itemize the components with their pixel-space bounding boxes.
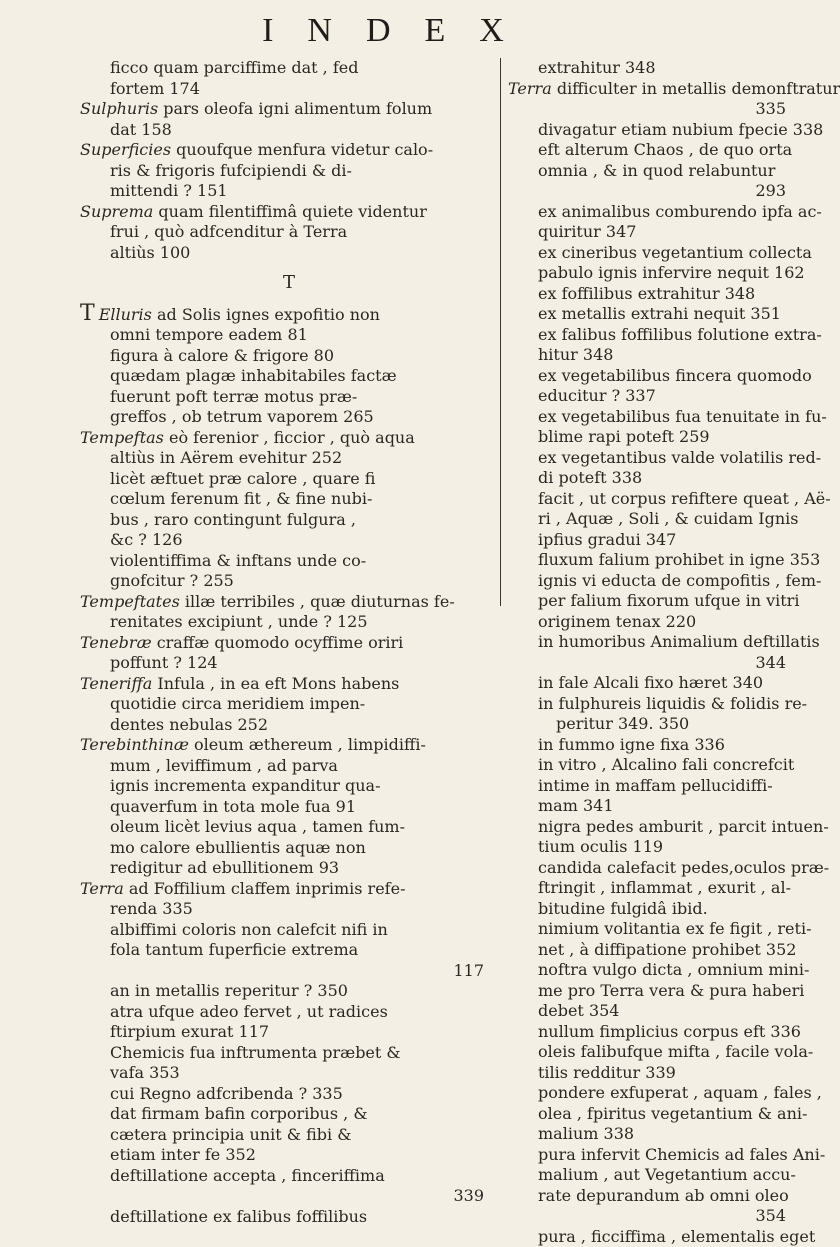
index-line: ris & frigoris fufcipiendi & di- (80, 161, 498, 182)
index-line: gnofcitur ? 255 (80, 571, 498, 592)
column-divider (500, 58, 501, 606)
index-line: candida calefacit pedes,oculos præ- (508, 858, 800, 879)
index-line: di poteft 338 (508, 468, 800, 489)
index-line: dat firmam bafin corporibus , & (80, 1104, 498, 1125)
page-ref: 354 (508, 1206, 800, 1227)
entry-keyword: Tempeftas (80, 428, 164, 447)
entry-keyword: Tenebræ (80, 633, 152, 652)
index-line: quædam plagæ inhabitabiles factæ (80, 366, 498, 387)
index-line: Tempeftates illæ terribiles , quæ diuturnas fe- (80, 592, 498, 613)
index-line: ex vegetantibus valde volatilis red- (508, 448, 800, 469)
index-line: nullum fimplicius corpus eft 336 (508, 1022, 800, 1043)
index-line: ipfius gradui 347 (508, 530, 800, 551)
index-line: divagatur etiam nubium fpecie 338 (508, 120, 800, 141)
right-column (508, 58, 800, 1140)
index-line: greffos , ob tetrum vaporem 265 (80, 407, 498, 428)
index-line: ri , Aquæ , Soli , & cuidam Ignis (508, 509, 800, 530)
index-line: deftillatione ex falibus foffilibus (80, 1207, 498, 1228)
index-line: Sulphuris pars oleofa igni alimentum folum (80, 99, 498, 120)
index-line: redigitur ad ebullitionem 93 (80, 858, 498, 879)
index-line: ex falibus foffilibus folutione extra- (508, 325, 800, 346)
index-line: net , à diffipatione prohibet 352 (508, 940, 800, 961)
index-line: violentiffima & inftans unde co- (80, 551, 498, 572)
index-line: Terebinthinæ oleum æthereum , limpidiffi- (80, 735, 498, 756)
index-line: extrahitur 348 (508, 58, 800, 79)
index-line: Tempeftas eò ferenior , ficcior , quò aqua (80, 428, 498, 449)
index-line: fluxum falium prohibet in igne 353 (508, 550, 800, 571)
index-line: altiùs in Aërem evehitur 252 (80, 448, 498, 469)
page-ref: 339 (80, 1186, 498, 1207)
entry-keyword: Sulphuris (80, 99, 158, 118)
page-ref: 335 (508, 99, 800, 120)
index-line: an in metallis reperitur ? 350 (80, 981, 498, 1002)
index-line: figura à calore & frigore 80 (80, 346, 498, 367)
index-line: Terra ad Foffilium claffem inprimis refe- (80, 879, 498, 900)
index-line: quotidie circa meridiem impen- (80, 694, 498, 715)
index-line: vafa 353 (80, 1063, 498, 1084)
index-line: ftringit , inflammat , exurit , al- (508, 878, 800, 899)
page-ref: 293 (508, 181, 800, 202)
index-line: mam 341 (508, 796, 800, 817)
index-line: mittendi ? 151 (80, 181, 498, 202)
index-line: peritur 349. 350 (508, 714, 800, 735)
page-ref: 344 (508, 653, 800, 674)
index-line: nigra pedes amburit , parcit intuen- (508, 817, 800, 838)
index-line: licèt æftuet præ calore , quare fi (80, 469, 498, 490)
entry-keyword: Suprema (80, 202, 153, 221)
index-line: nimium volitantia ex fe figit , reti- (508, 919, 800, 940)
index-line: originem tenax 220 (508, 612, 800, 633)
page-ref: 117 (80, 961, 498, 982)
entry-keyword: Teneriffa (80, 674, 152, 693)
entry-keyword: Superficies (80, 140, 171, 159)
index-line: tilis redditur 339 (508, 1063, 800, 1084)
index-line: eft alterum Chaos , de quo orta (508, 140, 800, 161)
index-line: fuerunt poft terræ motus præ- (80, 387, 498, 408)
index-line: me pro Terra vera & pura haberi (508, 981, 800, 1002)
index-line: cœlum ferenum fit , & fine nubi- (80, 489, 498, 510)
index-line: rate depurandum ab omni oleo (508, 1186, 800, 1207)
index-line: oleum licèt levius aqua , tamen fum- (80, 817, 498, 838)
index-line: dat 158 (80, 120, 498, 141)
index-line: hitur 348 (508, 345, 800, 366)
drop-cap: T (80, 301, 95, 326)
index-line: omni tempore eadem 81 (80, 325, 498, 346)
index-line: in fummo igne fixa 336 (508, 735, 800, 756)
index-line: Tenebræ craffæ quomodo ocyffime oriri (80, 633, 498, 654)
section-letter: T (80, 273, 498, 294)
left-column (80, 58, 498, 1140)
index-line: mum , leviffimum , ad parva (80, 756, 498, 777)
entry-keyword: Terebinthinæ (80, 735, 189, 754)
index-line: pondere exfuperat , aquam , fales , (508, 1083, 800, 1104)
index-line: frui , quò adfcenditur à Terra (80, 222, 498, 243)
index-line: dentes nebulas 252 (80, 715, 498, 736)
index-line: noftra vulgo dicta , omnium mini- (508, 960, 800, 981)
index-line: cui Regno adfcribenda ? 335 (80, 1084, 498, 1105)
index-line: ftirpium exurat 117 (80, 1022, 498, 1043)
index-line: debet 354 (508, 1001, 800, 1022)
index-line: malium , aut Vegetantium accu- (508, 1165, 800, 1186)
index-line: T Elluris ad Solis ignes expofitio non (80, 304, 498, 326)
entry-keyword: Terra (80, 879, 124, 898)
index-line: &c ? 126 (80, 530, 498, 551)
index-line: ex animalibus comburendo ipfa ac- (508, 202, 800, 223)
index-line: quiritur 347 (508, 222, 800, 243)
index-line: blime rapi poteft 259 (508, 427, 800, 448)
index-line: oleis falibufque mifta , facile vola- (508, 1042, 800, 1063)
index-line: in humoribus Animalium deftillatis (508, 632, 800, 653)
index-line: bitudine fulgidâ ibid. (508, 899, 800, 920)
index-line: ex metallis extrahi nequit 351 (508, 304, 800, 325)
index-line: albiffimi coloris non calefcit nifi in (80, 920, 498, 941)
index-line: bus , raro contingunt fulgura , (80, 510, 498, 531)
index-line: renitates excipiunt , unde ? 125 (80, 612, 498, 633)
index-line: Suprema quam filentiffimâ quiete videntur (80, 202, 498, 223)
index-line: etiam inter fe 352 (80, 1145, 498, 1166)
index-line: ficco quam parciffime dat , fed (80, 58, 498, 79)
index-line: in fulphureis liquidis & folidis re- (508, 694, 800, 715)
index-line: in fale Alcali fixo hæret 340 (508, 673, 800, 694)
index-line: deftillatione accepta , finceriffima (80, 1166, 498, 1187)
index-line: intime in maffam pellucidiffi- (508, 776, 800, 797)
entry-keyword: Elluris (99, 305, 152, 324)
index-line: fortem 174 (80, 79, 498, 100)
index-line: poffunt ? 124 (80, 653, 498, 674)
index-line: per falium fixorum ufque in vitri (508, 591, 800, 612)
index-line: malium 338 (508, 1124, 800, 1145)
index-line: Terra difficulter in metallis demonftratur (508, 79, 800, 100)
index-line: quaverfum in tota mole fua 91 (80, 797, 498, 818)
index-line: mo calore ebullientis aquæ non (80, 838, 498, 859)
index-line: facit , ut corpus refiftere queat , Aë- (508, 489, 800, 510)
index-line: Chemicis fua inftrumenta præbet & (80, 1043, 498, 1064)
index-line: altiùs 100 (80, 243, 498, 264)
index-line: in vitro , Alcalino fali concrefcit (508, 755, 800, 776)
index-line: ex vegetabilibus fincera quomodo (508, 366, 800, 387)
index-line: Teneriffa Infula , in ea eft Mons habens (80, 674, 498, 695)
index-line: olea , fpiritus vegetantium & ani- (508, 1104, 800, 1125)
index-line: ex foffilibus extrahitur 348 (508, 284, 800, 305)
index-line: pabulo ignis infervire nequit 162 (508, 263, 800, 284)
entry-keyword: Tempeftates (80, 592, 180, 611)
entry-keyword: Terra (508, 79, 552, 98)
index-line: educitur ? 337 (508, 386, 800, 407)
index-line: ex vegetabilibus fua tenuitate in fu- (508, 407, 800, 428)
index-line: cætera principia unit & fibi & (80, 1125, 498, 1146)
index-line: fola tantum fuperficie extrema (80, 940, 498, 961)
index-line: pura , ficciffima , elementalis eget (508, 1227, 800, 1247)
index-line: renda 335 (80, 899, 498, 920)
index-line: ex cineribus vegetantium collecta (508, 243, 800, 264)
index-line: ignis vi educta de compofitis , fem- (508, 571, 800, 592)
index-line: Superficies quoufque menfura videtur calo- (80, 140, 498, 161)
index-line: omnia , & in quod relabuntur (508, 161, 800, 182)
page-header: INDEX (0, 12, 800, 50)
index-line: ignis incrementa expanditur qua- (80, 776, 498, 797)
index-line: pura infervit Chemicis ad fales Ani- (508, 1145, 800, 1166)
index-line: atra ufque adeo fervet , ut radices (80, 1002, 498, 1023)
index-line: tium oculis 119 (508, 837, 800, 858)
